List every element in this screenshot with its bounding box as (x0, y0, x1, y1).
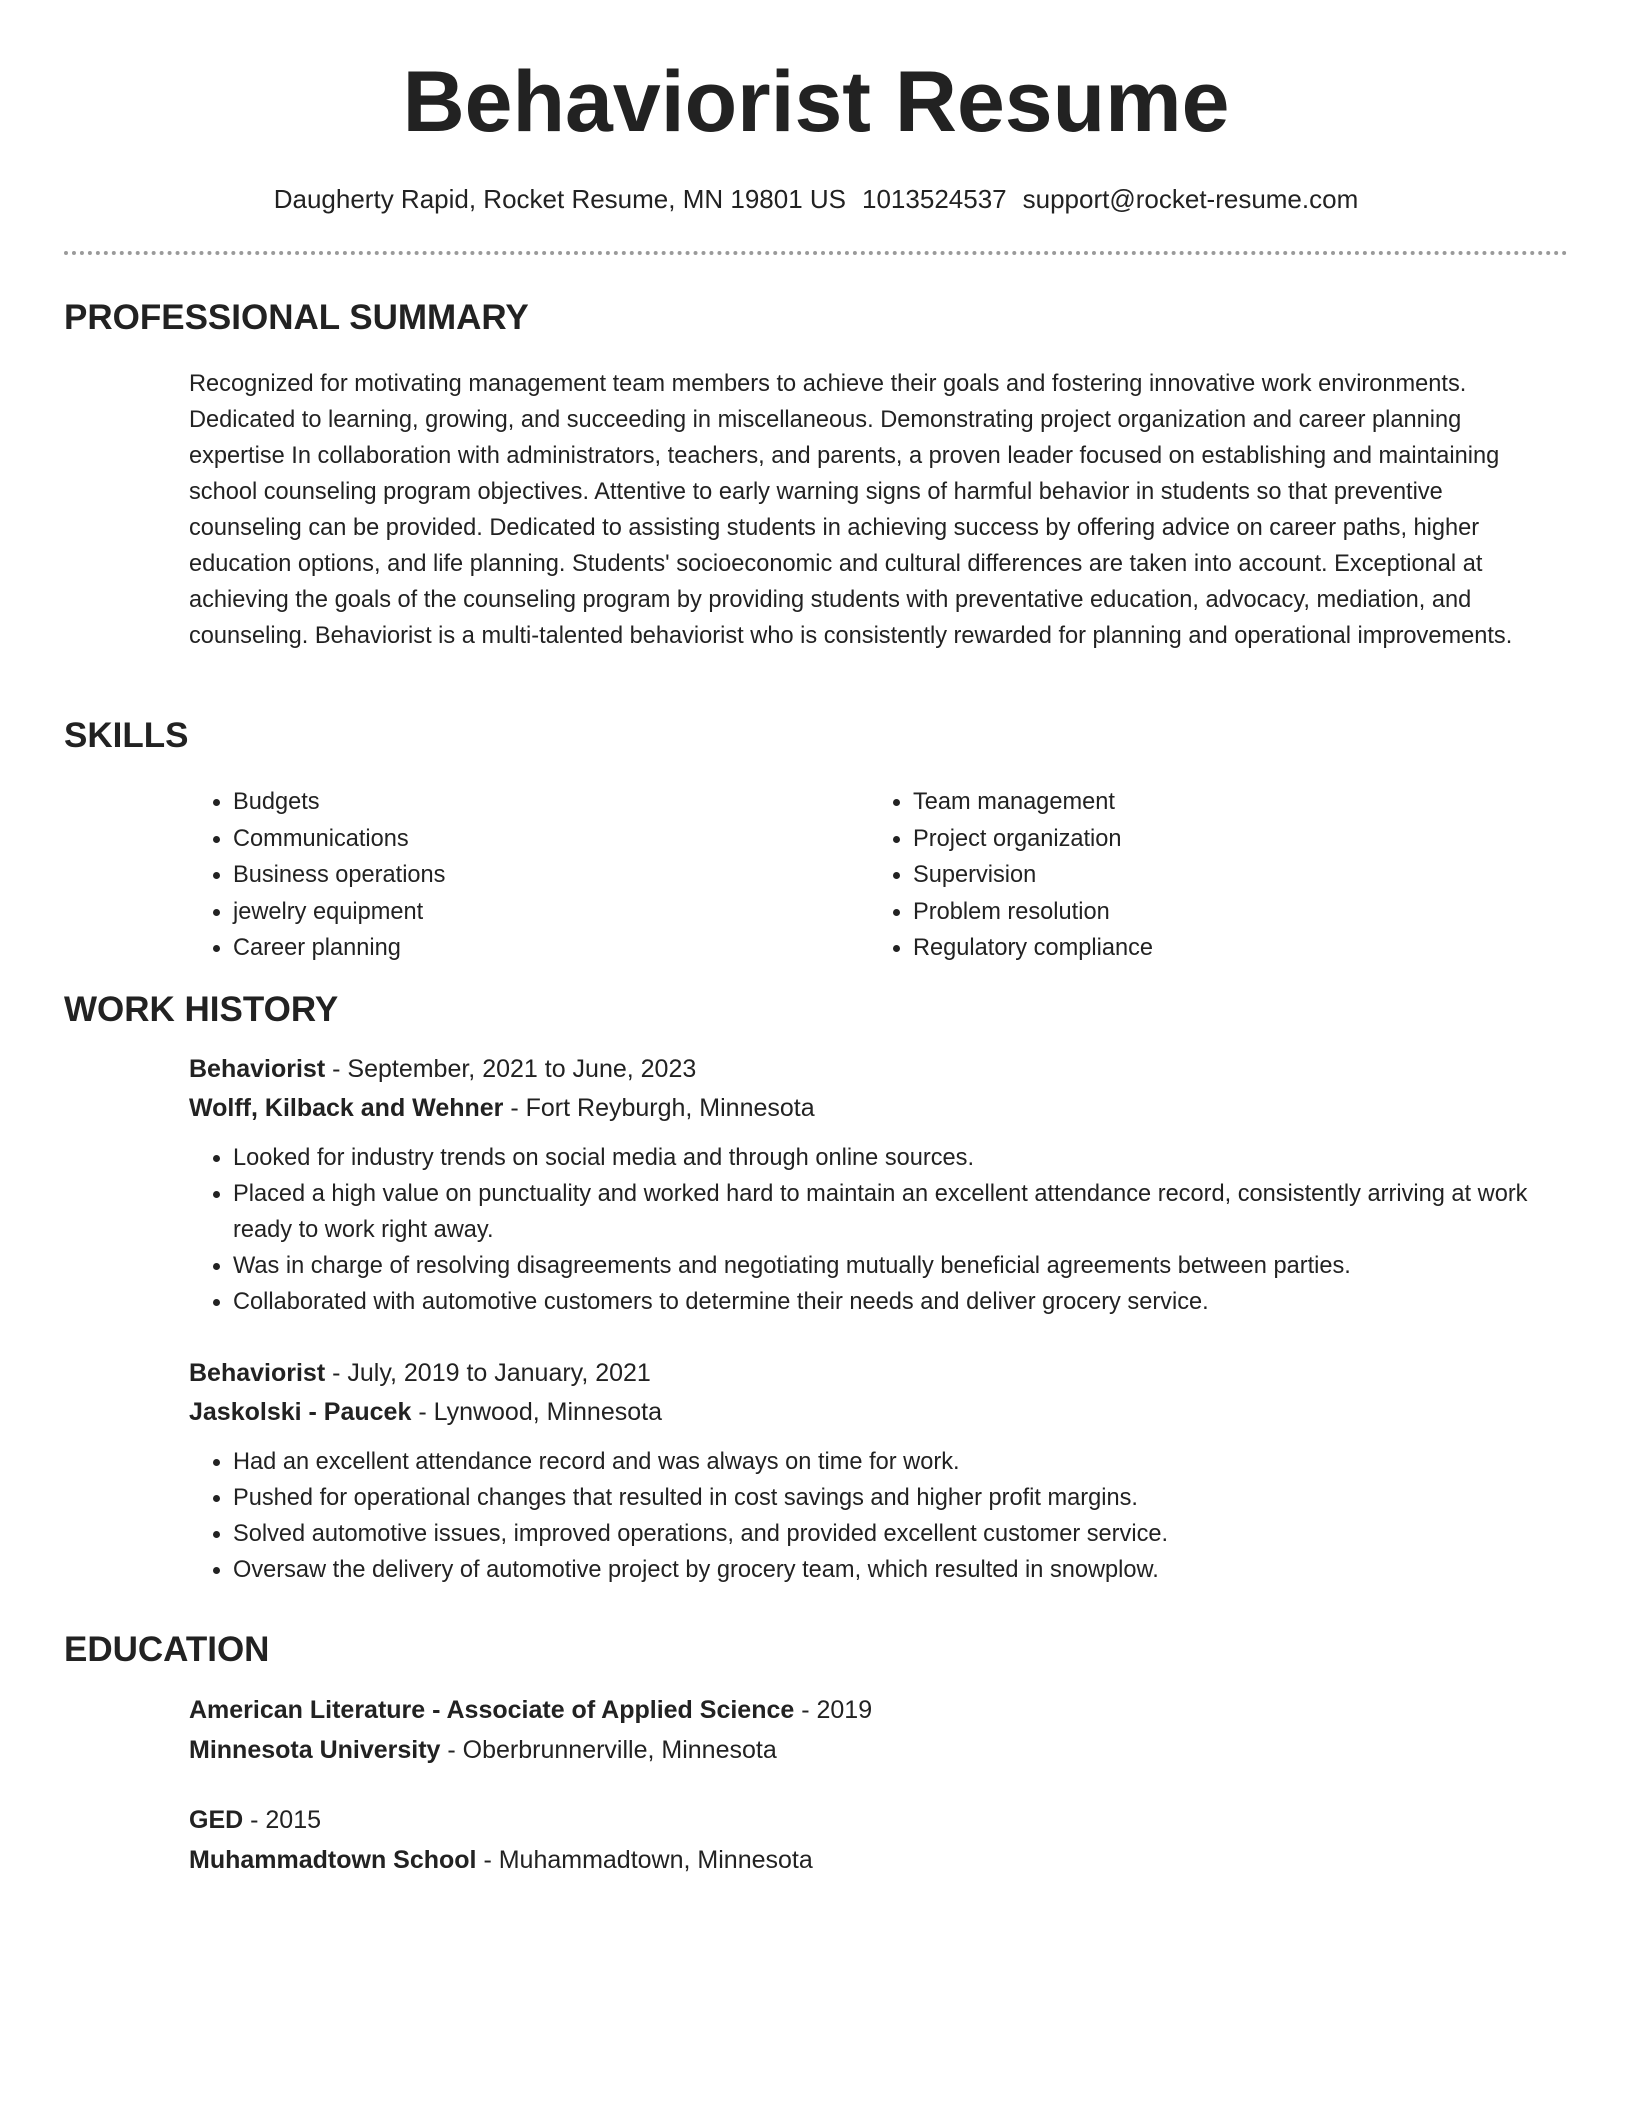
email-link[interactable]: support@rocket-resume.com (1022, 184, 1359, 214)
education-location: - Muhammadtown, Minnesota (476, 1846, 813, 1874)
work-history-heading: WORK HISTORY (64, 990, 339, 1029)
skill-item: • Team management (913, 784, 1549, 821)
education-degree-line (189, 1800, 1554, 1840)
contact-line (0, 182, 1632, 216)
job-dates: - September, 2021 to June, 2023 (325, 1055, 697, 1083)
job-title-line (189, 1050, 1554, 1089)
education-degree-line (189, 1690, 1554, 1730)
job-location: - Fort Reyburgh, Minnesota (503, 1094, 815, 1122)
job-company-line (189, 1089, 1554, 1128)
job-bullet: • Placed a high value on punctuality and worked hard to maintain an excellent attendance record, consistently arriving at work ready to work right away. (233, 1176, 1554, 1248)
skill-item: • Problem resolution (913, 894, 1549, 931)
education-degree: GED (189, 1806, 244, 1834)
job-dates: - July, 2019 to January, 2021 (325, 1359, 651, 1387)
education-degree: American Literature - Associate of Applied Science (189, 1696, 795, 1724)
education-entry (189, 1800, 1554, 1880)
skill-item: • Career planning (233, 930, 869, 967)
summary-heading: PROFESSIONAL SUMMARY (64, 298, 529, 337)
education-heading: EDUCATION (64, 1630, 270, 1669)
skills-heading: SKILLS (64, 716, 189, 755)
education-school-line (189, 1840, 1554, 1880)
job-entry (189, 1050, 1554, 1320)
address-text: Daugherty Rapid, Rocket Resume, MN 19801 US (273, 184, 847, 214)
education-year: - 2019 (794, 1696, 873, 1724)
skill-item: • Project organization (913, 821, 1549, 858)
education-year: - 2015 (243, 1806, 322, 1834)
education-entry (189, 1690, 1554, 1770)
job-bullet: • Oversaw the delivery of automotive project by grocery team, which resulted in snowplow. (233, 1552, 1554, 1588)
skill-item: • Regulatory compliance (913, 930, 1549, 967)
skill-item: • Budgets (233, 784, 869, 821)
summary-text: Recognized for motivating management team members to achieve their goals and fostering innovative work environments. Dedicated to learning, growing, and succeeding in miscellaneous. Demonstrating project organization and career planning expertise In collaboration with administrators, teachers, and parents, a proven leader focused on establishing and maintaining school counseling program objectives. Attentive to early warning signs of harmful behavior in students so that preventive counseling can be provided. Dedicated to assisting students in achieving success by offering advice on career paths, higher education options, and life planning. Students' socioeconomic and cultural differences are taken into account. Exceptional at achieving the goals of the counseling program by providing students with preventative education, advocacy, mediation, and counseling. Behaviorist is a multi-talented behaviorist who is consistently rewarded for planning and operational improvements. (189, 371, 1513, 649)
job-company: Jaskolski - Paucek (189, 1398, 412, 1426)
job-entry (189, 1354, 1554, 1588)
job-location: - Lynwood, Minnesota (411, 1398, 662, 1426)
skill-item: • Business operations (233, 857, 869, 894)
job-bullets (189, 1140, 1554, 1320)
skill-item: • Communications (233, 821, 869, 858)
job-bullet: • Was in charge of resolving disagreements and negotiating mutually beneficial agreements between parties. (233, 1248, 1554, 1284)
skills-column-left (189, 784, 869, 967)
skills-column-right (869, 784, 1549, 967)
skills-list (189, 784, 1554, 967)
job-title-line (189, 1354, 1554, 1393)
education-location: - Oberbrunnerville, Minnesota (440, 1736, 777, 1764)
education-school: Muhammadtown School (189, 1846, 477, 1874)
job-company: Wolff, Kilback and Wehner (189, 1094, 504, 1122)
header-divider (64, 251, 1568, 255)
job-bullets (189, 1444, 1554, 1588)
job-bullet: • Collaborated with automotive customers to determine their needs and deliver grocery service. (233, 1284, 1554, 1320)
skill-item: • Supervision (913, 857, 1549, 894)
job-title: Behaviorist (189, 1359, 326, 1387)
education-school: Minnesota University (189, 1736, 441, 1764)
skill-item: • jewelry equipment (233, 894, 869, 931)
education-school-line (189, 1730, 1554, 1770)
job-bullet: • Had an excellent attendance record and was always on time for work. (233, 1444, 1554, 1480)
phone-text: 1013524537 (862, 184, 1007, 214)
job-title: Behaviorist (189, 1055, 326, 1083)
job-company-line (189, 1393, 1554, 1432)
job-bullet: • Solved automotive issues, improved operations, and provided excellent customer service. (233, 1516, 1554, 1552)
job-bullet: • Pushed for operational changes that resulted in cost savings and higher profit margins. (233, 1480, 1554, 1516)
job-bullet: • Looked for industry trends on social media and through online sources. (233, 1140, 1554, 1176)
resume-title: Behaviorist Resume (402, 54, 1230, 150)
